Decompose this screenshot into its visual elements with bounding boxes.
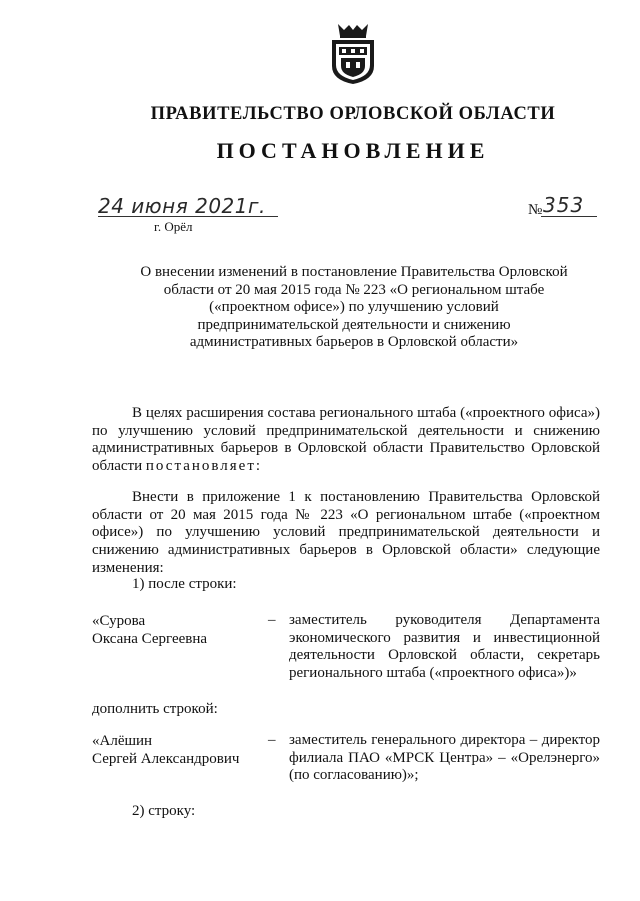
number-label: № bbox=[528, 202, 543, 218]
document-type: ПОСТАНОВЛЕНИЕ bbox=[216, 138, 490, 163]
entry-2-surname: «Алёшин bbox=[92, 733, 153, 749]
entry-2-name bbox=[92, 732, 239, 768]
entry-2-description: заместитель генерального директора – директор филиала ПАО «МРСК Центра» – «Орелэнерго» (по согласованию)»; bbox=[289, 732, 600, 784]
preamble-paragraph bbox=[92, 405, 600, 476]
supplement-label: дополнить строкой: bbox=[92, 701, 218, 717]
entry-1-surname: «Сурова bbox=[92, 613, 146, 629]
entry-1-name bbox=[92, 612, 207, 648]
resolves-word: постановляет: bbox=[145, 458, 263, 475]
number-underline bbox=[541, 216, 597, 217]
date-underline bbox=[98, 216, 278, 217]
government-title: ПРАВИТЕЛЬСТВО ОРЛОВСКОЙ ОБЛАСТИ bbox=[150, 104, 556, 124]
handwritten-date: 24 июня 2021г. bbox=[98, 194, 266, 218]
item-2-label: 2) строку: bbox=[132, 803, 196, 819]
entry-2-given-names: Сергей Александрович bbox=[92, 751, 240, 767]
handwritten-number: 353 bbox=[543, 193, 585, 217]
entry-1-dash: – bbox=[268, 612, 276, 628]
document-subject: О внесении изменений в постановление Правительства Орловской области от 20 мая 2015 года № 223 «О региональном штабе («проектном офисе») по улучшению условий предпринимательской деятельности и снижению административных барьеров в Орловской области» bbox=[140, 264, 568, 351]
preamble-text: В целях расширения состава регионального штаба («проектного офиса») по улучшению условий предпринимательской деятельности и снижению административных барьеров в Орловской области Правительство Орловской области bbox=[92, 405, 600, 475]
entry-1-given-names: Оксана Сергеевна bbox=[92, 631, 208, 647]
amendment-paragraph: Внести в приложение 1 к постановлению Правительства Орловской области от 20 мая 2015 года № 223 «О региональном штабе («проектном офисе») по улучшению условий предпринимательской деятельности и снижению административных барьеров в Орловской области» следующие изменения: bbox=[92, 489, 600, 576]
oryol-oblast-coat-of-arms-icon bbox=[328, 22, 378, 86]
entry-2-dash: – bbox=[268, 732, 276, 748]
item-1-label: 1) после строки: bbox=[132, 576, 237, 592]
city-label: г. Орёл bbox=[154, 219, 193, 234]
entry-1-description: заместитель руководителя Департамента экономического развития и инвестиционной деятельности Орловской области, секретарь регионального штаба («проектного офиса»)» bbox=[289, 612, 600, 681]
